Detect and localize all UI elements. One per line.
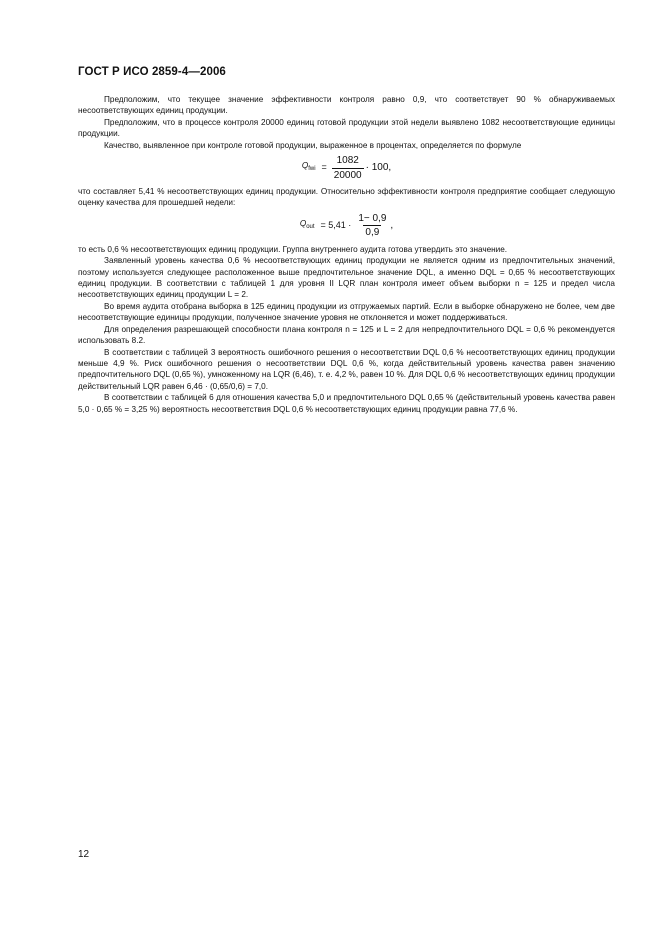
- formula-fraction: [332, 155, 364, 181]
- formula-fraction: [356, 213, 388, 239]
- formula-subscript: fwi: [308, 166, 316, 173]
- paragraph: Качество, выявленное при контроле готовой продукции, выраженное в процентах, определяется по формуле: [104, 140, 522, 150]
- page-number: 12: [78, 849, 90, 860]
- document-header: ГОСТ Р ИСО 2859-4—2006: [78, 66, 226, 78]
- paragraph: Предположим, что текущее значение эффективности контроля равно 0,9, что соответствует 90 % обнаруживаемых несоответствующих единиц продукции.: [78, 95, 615, 116]
- formula-tail: · 100,: [365, 162, 392, 174]
- fraction-denominator: 0,9: [365, 227, 380, 239]
- formula-tail: ,: [390, 220, 394, 232]
- paragraph: что составляет 5,41 % несоответствующих единиц продукции. Относительно эффективности контроля предприятие сообщает следующую оценку качества для прошедшей недели:: [78, 187, 615, 208]
- paragraph: В соответствии с таблицей 6 для отношения качества 5,0 и предпочтительного DQL 0,65 % (действительный уровень качества равен 5,0 · 0,65 % = 3,25 %) вероятность несоответствия DQL 0,6 % несоответствующих единиц продукции равна 77,6 %.: [78, 393, 615, 414]
- document-body: [78, 94, 615, 415]
- paragraph: В соответствии с таблицей 3 вероятность ошибочного решения о несоответствии DQL 0,6 % несоответствующих единиц продукции меньше 4,9 %. Риск ошибочного решения о несоответствии DQL 0,6 %, когда действительный уровень качества равен значению предпочтительного DQL (0,65 %), умноженному на LQR (6,46), т. е. 4,2 %, равен 10 %. Для DQL 0,6 % несоответствующих единиц продукции действительный LQR равен 6,46 · (0,65/0,6) = 7,0.: [78, 347, 615, 391]
- formula-q-out: [78, 211, 615, 241]
- paragraph: Для определения разрешающей способности плана контроля n = 125 и L = 2 для непредпочтительного DQL = 0,6 % рекомендуется использовать 8.2.: [78, 324, 615, 346]
- fraction-denominator: 20000: [333, 169, 362, 181]
- fraction-numerator: 1− 0,9: [358, 212, 387, 224]
- fraction-numerator: 1082: [336, 155, 359, 167]
- formula-symbol: Q: [301, 161, 309, 171]
- formula-q-fwi: [78, 153, 615, 183]
- paragraph: Заявленный уровень качества 0,6 % несоответствующих единиц продукции не является одним из предпочтительных значений, поэтому используется следующее расположенное выше предпочтительное значение DQL, а именно DQL = 0,65 % несоответствующих единиц продукции. В соответствии с таблицей 1 для уровня II LQR план контроля имеет объем выборки n = 125 и предел числа несоответствующих единиц продукции L = 2.: [78, 256, 615, 300]
- formula-symbol: Q: [299, 219, 307, 229]
- formula-equals: =: [321, 162, 327, 173]
- paragraph: Во время аудита отобрана выборка в 125 единиц продукции из отгружаемых партий. Если в выборке обнаружено не более, чем две несоответствующие единицы продукции, полученное значение уровня не отклоняется и может поддерживаться.: [78, 301, 615, 323]
- formula-subscript: out: [306, 224, 315, 231]
- formula-equals: = 5,41 ·: [320, 220, 352, 231]
- paragraph: Предположим, что в процессе контроля 20000 единиц готовой продукции этой недели выявлено 1082 несоответствующие единицы продукции.: [78, 117, 615, 139]
- paragraph: то есть 0,6 % несоответствующих единиц продукции. Группа внутреннего аудита готова утвердить это значение.: [78, 244, 508, 254]
